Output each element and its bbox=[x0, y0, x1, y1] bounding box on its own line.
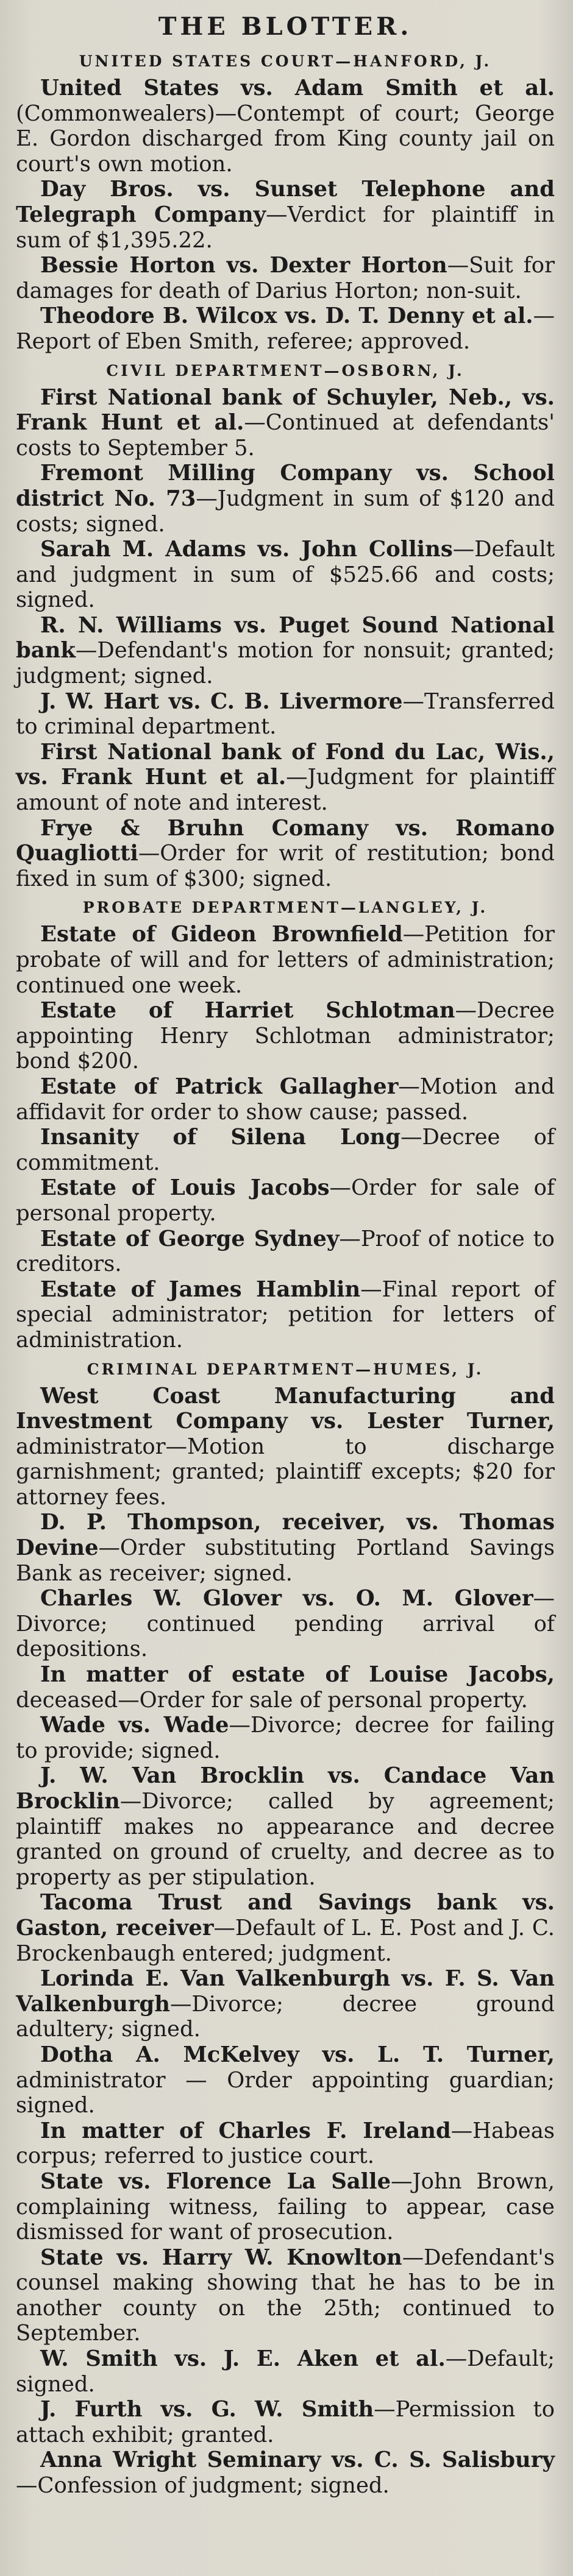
case-ruling: —Divorce; decree for failing to provide; signed. bbox=[16, 1713, 555, 1763]
court-entry bbox=[16, 1662, 555, 1713]
court-entry bbox=[16, 1226, 555, 1277]
case-ruling: —Confession of judgment; signed. bbox=[16, 2473, 390, 2499]
case-title: Charles W. Glover vs. O. M. Glover bbox=[40, 1586, 533, 1612]
court-entry bbox=[16, 76, 555, 177]
section-heading: UNITED STATES COURT—HANFORD, J. bbox=[79, 52, 492, 70]
case-title: United States vs. Adam Smith et al. bbox=[40, 76, 555, 101]
case-title: Tacoma Trust and Savings bank vs. Gaston, receiver bbox=[16, 1890, 555, 1941]
case-title: Estate of Patrick Gallagher bbox=[40, 1074, 399, 1099]
case-ruling: —Defendant's counsel making showing that he has to be in another county on the 25th; continued to September. bbox=[16, 2245, 555, 2346]
case-title: J. Furth vs. G. W. Smith bbox=[40, 2397, 374, 2422]
court-entry bbox=[16, 385, 555, 461]
court-entry bbox=[16, 816, 555, 892]
court-entry bbox=[16, 303, 555, 354]
case-ruling: administrator — Order appointing guardian; signed. bbox=[16, 2067, 555, 2118]
case-ruling: —Decree appointing Henry Schlotman administrator; bond $200. bbox=[16, 998, 555, 1074]
case-title: W. Smith vs. J. E. Aken et al. bbox=[40, 2346, 446, 2372]
case-ruling: —Defendant's motion for nonsuit; granted; judgment; signed. bbox=[16, 638, 555, 689]
case-title: In matter of Charles F. Ireland bbox=[40, 2118, 451, 2143]
case-ruling: —Judgment in sum of $120 and costs; signed. bbox=[16, 486, 555, 537]
court-entry bbox=[16, 922, 555, 998]
court-entry bbox=[16, 177, 555, 253]
case-title: Estate of Louis Jacobs bbox=[40, 1175, 330, 1201]
court-entry bbox=[16, 2118, 555, 2169]
case-ruling: —Motion and affidavit for order to show cause; passed. bbox=[16, 1074, 555, 1125]
case-title: Estate of James Hamblin bbox=[40, 1276, 361, 1302]
court-entry bbox=[16, 2346, 555, 2397]
court-entry bbox=[16, 1074, 555, 1125]
case-ruling: —Transferred to criminal department. bbox=[16, 688, 555, 740]
court-entry bbox=[16, 740, 555, 816]
case-ruling: —Final report of special administrator; petition for letters of administration. bbox=[16, 1276, 555, 1353]
section-heading: PROBATE DEPARTMENT—LANGLEY, J. bbox=[82, 899, 488, 917]
case-ruling: —Petition for probate of will and for letters of administration; continued one week. bbox=[16, 922, 555, 998]
case-ruling: —Order for sale of personal property. bbox=[16, 1175, 555, 1226]
case-ruling: —Continued at defendants' costs to September 5. bbox=[16, 410, 555, 461]
court-entry bbox=[16, 1510, 555, 1586]
case-title: Dotha A. McKelvey vs. L. T. Turner, bbox=[40, 2042, 555, 2067]
case-title: Insanity of Silena Long bbox=[40, 1125, 401, 1150]
case-title: West Coast Manufacturing and Investment Company vs. Lester Turner, bbox=[16, 1383, 555, 1434]
case-ruling: —Default of L. E. Post and J. C. Brockenbaugh entered; judgment. bbox=[16, 1915, 555, 1966]
court-entry bbox=[16, 2042, 555, 2118]
case-ruling: —Proof of notice to creditors. bbox=[16, 1226, 555, 1277]
case-title: Lorinda E. Van Valkenburgh vs. F. S. Van Valkenburgh bbox=[16, 1966, 555, 2017]
court-entry bbox=[16, 1384, 555, 1510]
case-title: First National bank of Schuyler, Neb., vs. Frank Hunt et al. bbox=[16, 384, 555, 436]
court-entry bbox=[16, 2397, 555, 2447]
case-ruling: —John Brown, complaining witness, failing to appear, case dismissed for want of prosecution. bbox=[16, 2168, 555, 2245]
court-entry bbox=[16, 1890, 555, 1966]
court-entry bbox=[16, 537, 555, 613]
case-ruling: —Decree of commitment. bbox=[16, 1125, 555, 1175]
case-title: Day Bros. vs. Sunset Telephone and Telegraph Company bbox=[16, 177, 555, 227]
case-ruling: administrator—Motion to discharge garnishment; granted; plaintiff excepts; $20 for attorney fees. bbox=[16, 1434, 555, 1510]
case-title: Theodore B. Wilcox vs. D. T. Denny et al. bbox=[40, 303, 533, 329]
case-ruling: deceased—Order for sale of personal property. bbox=[16, 1687, 528, 1713]
case-ruling: —Default; signed. bbox=[16, 2346, 555, 2397]
court-entry bbox=[16, 1586, 555, 1662]
section-heading: CIVIL DEPARTMENT—OSBORN, J. bbox=[106, 361, 464, 380]
case-ruling: —Habeas corpus; referred to justice court. bbox=[16, 2118, 555, 2169]
case-ruling: —Order substituting Portland Savings Bank as receiver; signed. bbox=[16, 1535, 555, 1586]
case-title: State vs. Harry W. Knowlton bbox=[40, 2245, 402, 2270]
court-entry bbox=[16, 253, 555, 303]
court-entry bbox=[16, 1966, 555, 2042]
court-entry bbox=[16, 1175, 555, 1226]
case-title: First National bank of Fond du Lac, Wis., vs. Frank Hunt et al. bbox=[16, 739, 555, 790]
court-entry bbox=[16, 689, 555, 740]
case-title: Bessie Horton vs. Dexter Horton bbox=[40, 253, 447, 278]
court-entry bbox=[16, 613, 555, 689]
section-heading: CRIMINAL DEPARTMENT—HUMES, J. bbox=[87, 1360, 484, 1378]
case-title: Fremont Milling Company vs. School district No. 73 bbox=[16, 461, 555, 511]
court-entry bbox=[16, 2245, 555, 2346]
court-entry bbox=[16, 2169, 555, 2245]
case-title: State vs. Florence La Salle bbox=[40, 2168, 391, 2194]
case-title: Estate of Gideon Brownfield bbox=[40, 922, 403, 947]
case-ruling: —Divorce; continued pending arrival of depositions. bbox=[16, 1586, 555, 1662]
column-title: THE BLOTTER. bbox=[158, 12, 413, 41]
case-ruling: —Suit for damages for death of Darius Horton; non-suit. bbox=[16, 253, 555, 303]
case-ruling: —Divorce; called by agreement; plaintiff makes no appearance and decree granted on ground of cruelty, and decree as to property as per stipulation. bbox=[16, 1789, 555, 1890]
case-ruling: —Verdict for plaintiff in sum of $1,395.22. bbox=[16, 202, 555, 253]
case-title: R. N. Williams vs. Puget Sound National bank bbox=[16, 612, 555, 663]
case-ruling: —Permission to attach exhibit; granted. bbox=[16, 2397, 555, 2447]
case-title: In matter of estate of Louise Jacobs, bbox=[40, 1662, 555, 1688]
case-ruling: —Order for writ of restitution; bond fixed in sum of $300; signed. bbox=[16, 841, 555, 891]
case-title: Estate of George Sydney bbox=[40, 1226, 340, 1251]
case-ruling: —Default and judgment in sum of $525.66 and costs; signed. bbox=[16, 537, 555, 613]
case-title: D. P. Thompson, receiver, vs. Thomas Devine bbox=[16, 1510, 555, 1561]
case-title: J. W. Van Brocklin vs. Candace Van Brocklin bbox=[16, 1763, 555, 1814]
court-entry bbox=[16, 1125, 555, 1175]
case-ruling: —Judgment for plaintiff amount of note and interest. bbox=[16, 765, 555, 816]
court-entry bbox=[16, 1763, 555, 1890]
court-sections bbox=[16, 52, 555, 2499]
court-entry bbox=[16, 998, 555, 1074]
case-ruling: (Commonwealers)—Contempt of court; George E. Gordon discharged from King county jail on court's own motion. bbox=[16, 101, 555, 177]
case-ruling: —Report of Eben Smith, referee; approved. bbox=[16, 303, 555, 354]
case-title: Wade vs. Wade bbox=[40, 1713, 229, 1738]
court-entry bbox=[16, 1277, 555, 1353]
court-entry bbox=[16, 1713, 555, 1763]
court-entry bbox=[16, 2447, 555, 2498]
case-title: Anna Wright Seminary vs. C. S. Salisbury bbox=[40, 2447, 555, 2473]
case-title: Estate of Harriet Schlotman bbox=[40, 998, 455, 1024]
case-ruling: —Divorce; decree ground adultery; signed. bbox=[16, 1991, 555, 2042]
court-entry bbox=[16, 461, 555, 537]
case-title: J. W. Hart vs. C. B. Livermore bbox=[40, 688, 403, 714]
case-title: Sarah M. Adams vs. John Collins bbox=[40, 537, 453, 562]
case-title: Frye & Bruhn Comany vs. Romano Quagliotti bbox=[16, 815, 555, 866]
